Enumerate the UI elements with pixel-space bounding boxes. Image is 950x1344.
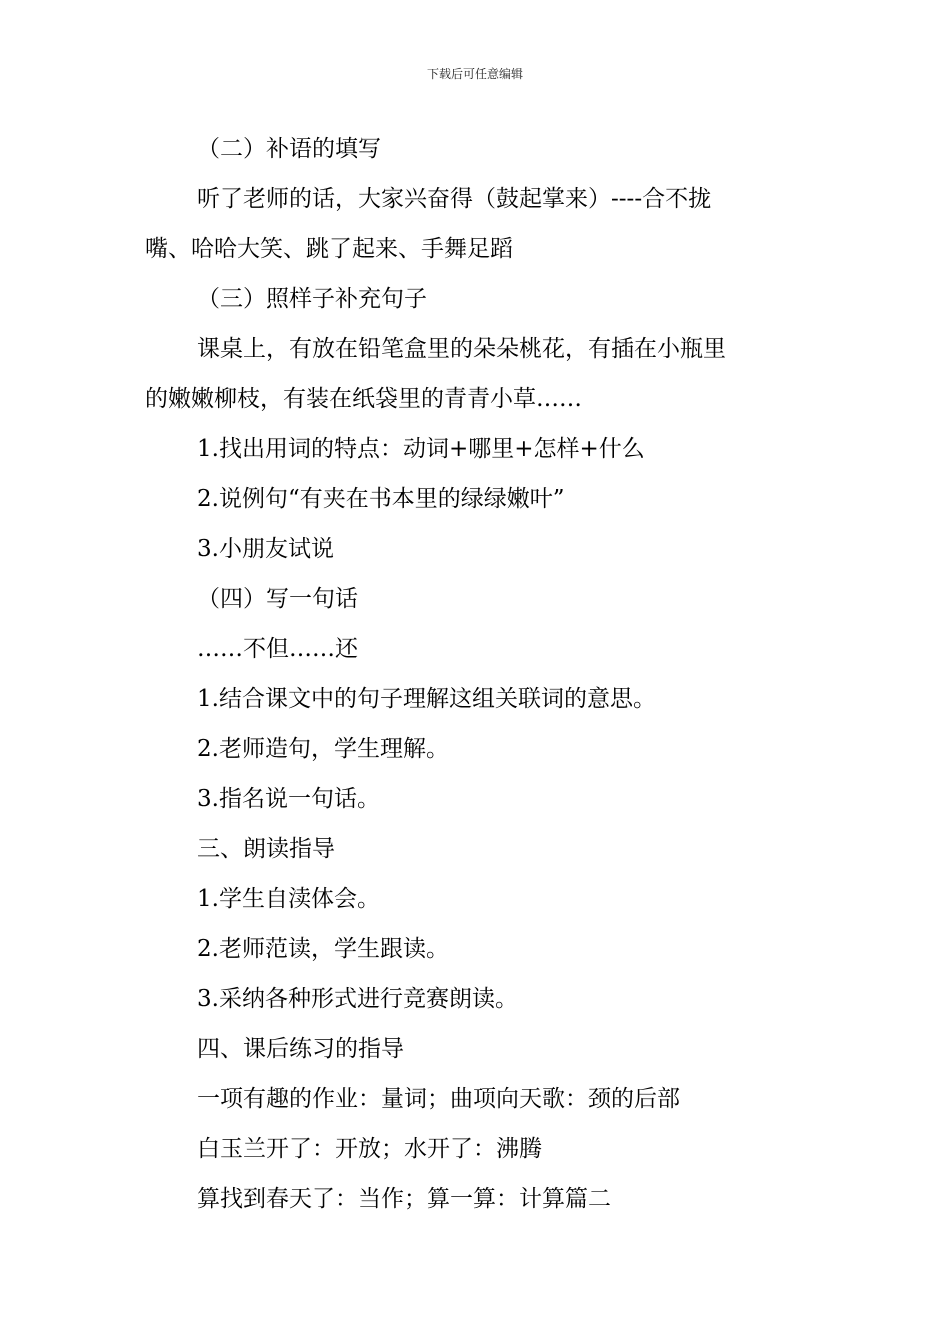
paragraph-line: 白玉兰开了：开放；水开了：沸腾: [197, 1136, 542, 1162]
paragraph-line: 一项有趣的作业：量词；曲项向天歌：颈的后部: [197, 1086, 680, 1112]
list-item: 1.结合课文中的句子理解这组关联词的意思。: [197, 686, 656, 712]
list-item: 1.找出用词的特点：动词+哪里+怎样+什么: [197, 436, 645, 462]
section-heading-exercise: 四、课后练习的指导: [197, 1036, 404, 1062]
page-header: 下载后可任意编辑: [426, 67, 523, 81]
list-item: 3.采纳各种形式进行竞赛朗读。: [197, 986, 518, 1012]
list-item: 2.说例句“有夹在书本里的绿绿嫩叶”: [197, 486, 565, 512]
paragraph-line: ……不但……还: [197, 636, 358, 662]
list-item: 2.老师范读，学生跟读。: [197, 936, 449, 962]
section-heading-complement: （二）补语的填写: [197, 136, 381, 162]
list-item: 2.老师造句，学生理解。: [197, 736, 449, 762]
section-heading-write-sentence: （四）写一句话: [197, 586, 358, 612]
section-heading-sentence-example: （三）照样子补充句子: [197, 286, 427, 312]
paragraph-line: 嘴、哈哈大笑、跳了起来、手舞足蹈: [145, 236, 513, 262]
list-item: 3.指名说一句话。: [197, 786, 380, 812]
list-item: 3.小朋友试说: [197, 536, 334, 562]
paragraph-line: 算找到春天了：当作；算一算：计算篇二: [197, 1186, 611, 1212]
paragraph-line: 课桌上，有放在铅笔盒里的朵朵桃花，有插在小瓶里: [197, 336, 726, 362]
list-item: 1.学生自渎体会。: [197, 886, 380, 912]
paragraph-line: 听了老师的话，大家兴奋得（鼓起掌来）----合不拢: [197, 186, 712, 212]
section-heading-reading: 三、朗读指导: [197, 836, 335, 862]
paragraph-line: 的嫩嫩柳枝，有装在纸袋里的青青小草……: [145, 386, 582, 412]
